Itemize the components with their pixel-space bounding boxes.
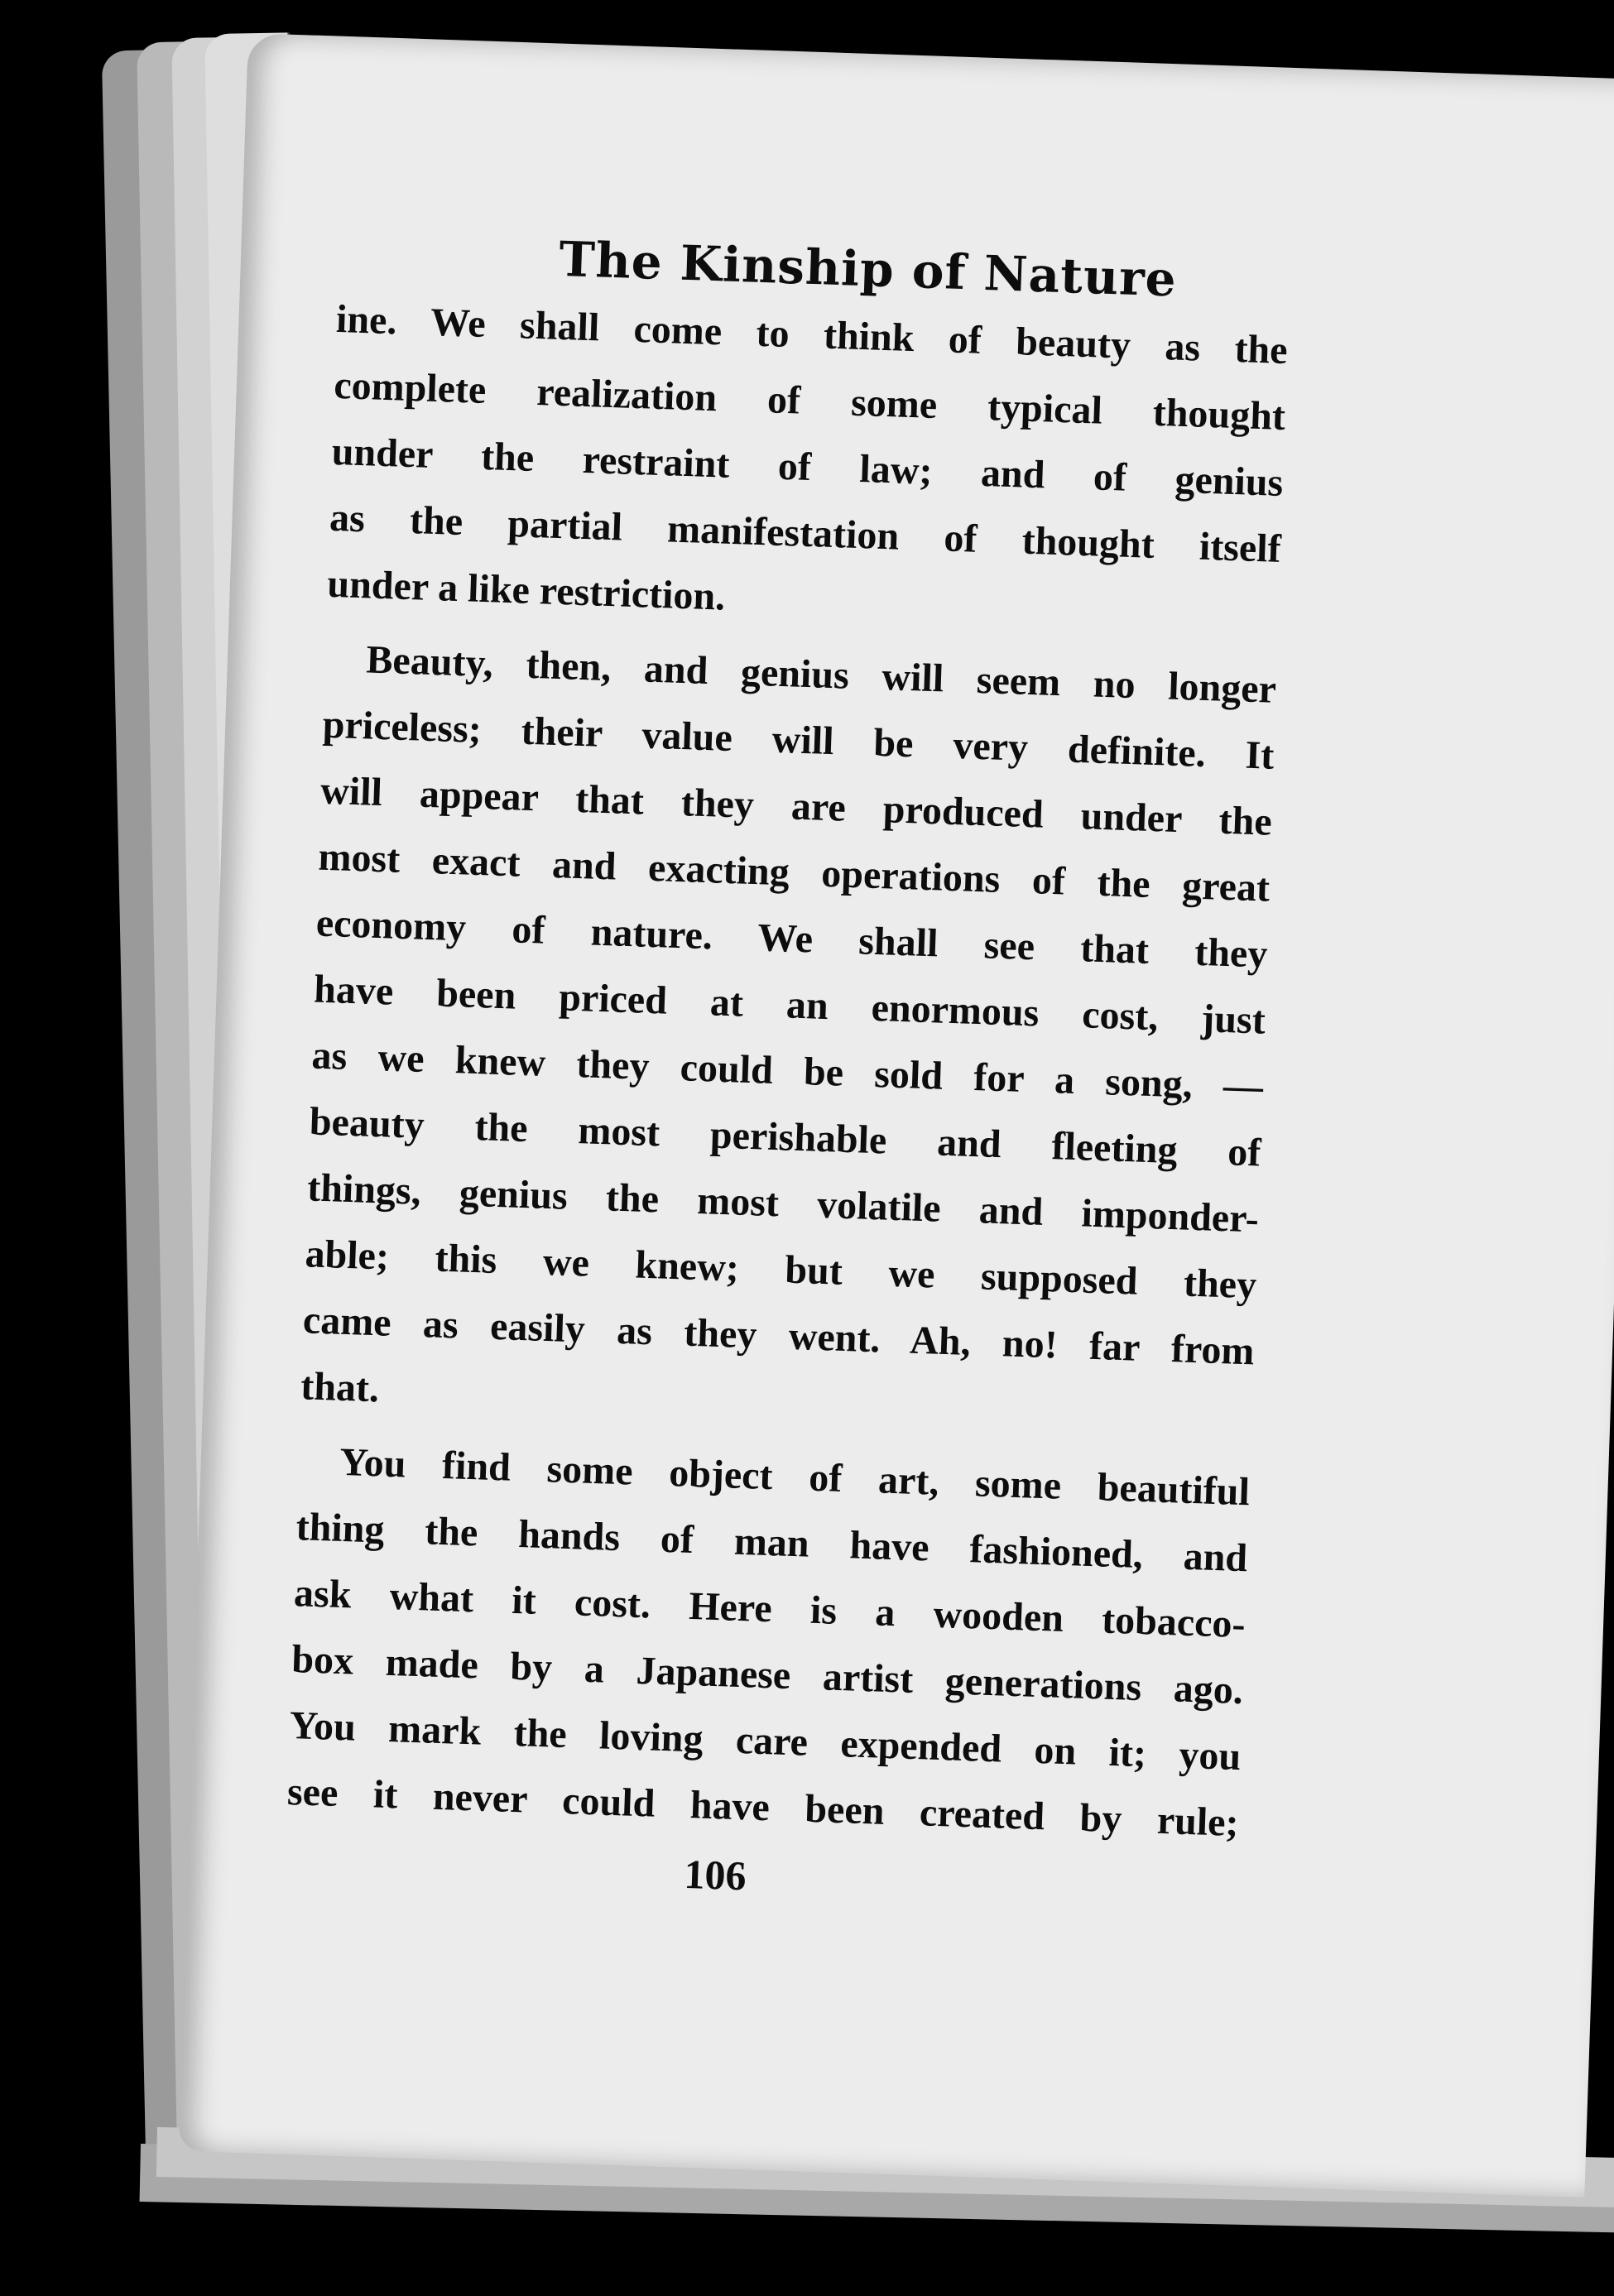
paragraph-3 [286, 1428, 1251, 1856]
text-line: ine. We shall come to think of beauty as the [335, 296, 1289, 373]
text-line: as the partial manifestation of thought itself [329, 495, 1282, 571]
text-line: complete realization of some typical thought [333, 363, 1286, 440]
text-line: will appear that they are produced under the [319, 768, 1273, 844]
text-line: beauty the most perishable and fleeting of [309, 1099, 1262, 1175]
page-number: 106 [683, 1850, 747, 1900]
text-line: came as easily as they went. Ah, no! far from [302, 1298, 1256, 1374]
text-line: You find some object of art, some beautiful [339, 1439, 1251, 1515]
paragraph-2 [300, 626, 1277, 1452]
text-line: economy of nature. We shall see that they [315, 901, 1269, 977]
text-line: most exact and exacting operations of the great [317, 834, 1271, 910]
text-line: able; this we knew; but we supposed they [304, 1232, 1257, 1308]
text-line: Beauty, then, and genius will seem no longer [365, 637, 1277, 712]
text-line: under the restraint of law; and of genius [330, 429, 1285, 505]
running-head: The Kinship of Nature [558, 230, 1178, 308]
text-line: have been priced at an enormous cost, just [313, 967, 1266, 1043]
text-line: priceless; their value will be very definite. It [322, 702, 1275, 778]
text-line: You mark the loving care expended on it; you [288, 1703, 1242, 1780]
text-line: thing the hands of man have fashioned, and [295, 1505, 1249, 1581]
text-line: see it never could have been created by rule; [286, 1769, 1240, 1846]
page-content [284, 223, 1290, 1916]
text-line: under a like restriction. [326, 561, 727, 619]
text-line: as we knew they could be sold for a song, — [310, 1033, 1264, 1109]
text-line: things, genius the most volatile and imponder- [306, 1165, 1260, 1242]
text-line: box made by a Japanese artist generations ago. [291, 1637, 1244, 1713]
paragraph-1 [326, 286, 1289, 649]
text-line: that. [300, 1364, 380, 1411]
text-line: ask what it cost. Here is a wooden tobacco- [293, 1571, 1247, 1647]
